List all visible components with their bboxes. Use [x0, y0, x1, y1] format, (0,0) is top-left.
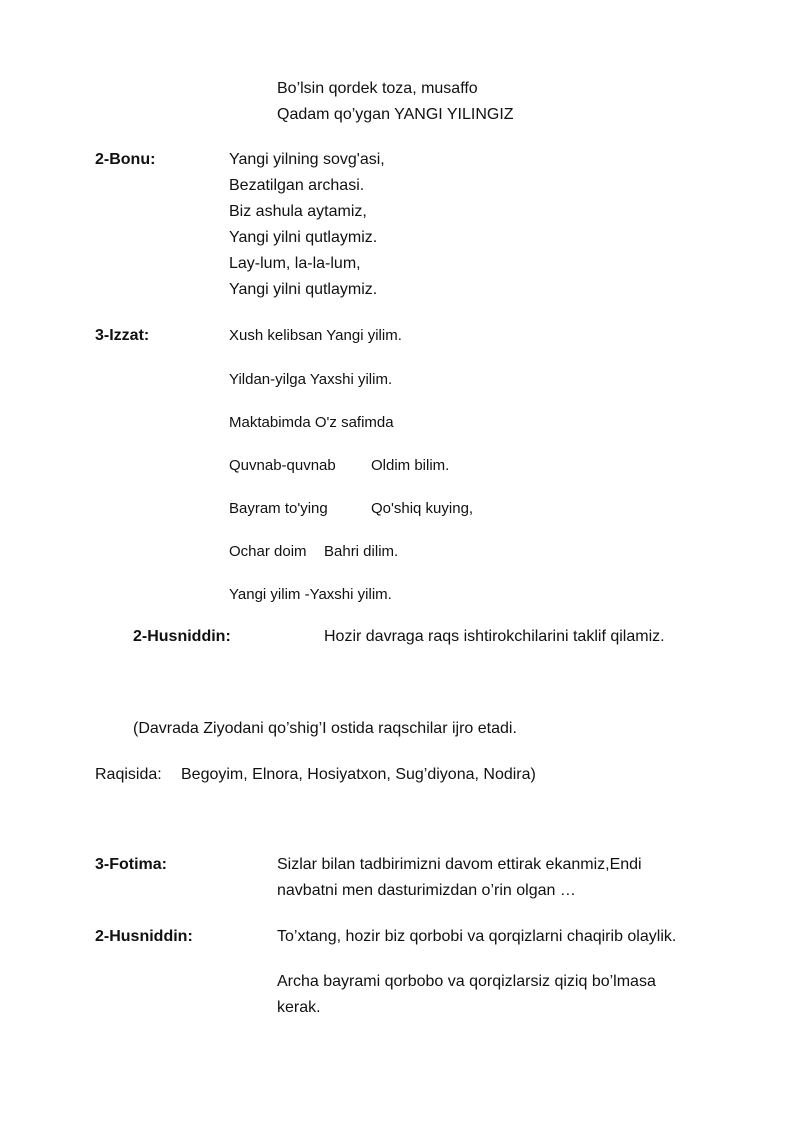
stage-direction: (Davrada Ziyodani qo’shig’I ostida raqschilar ijro etadi. [133, 720, 517, 737]
husniddin-line: Hozir davraga raqs ishtirokchilarini taklif qilamiz. [324, 628, 665, 645]
izzat-line: Bayram to'ying [229, 500, 328, 517]
bonu-line: Yangi yilni qutlaymiz. [229, 229, 378, 246]
izzat-line: Yangi yilim -Yaxshi yilim. [229, 586, 392, 603]
bonu-line: Biz ashula aytamiz, [229, 203, 367, 220]
izzat-line: Quvnab-quvnab [229, 457, 336, 474]
husniddin-line: kerak. [277, 999, 321, 1016]
izzat-line: Maktabimda O'z safimda [229, 414, 394, 431]
speaker-fotima: 3-Fotima: [95, 856, 167, 873]
izzat-line: Yildan-yilga Yaxshi yilim. [229, 371, 393, 388]
husniddin-line: Archa bayrami qorbobo va qorqizlarsiz qiziq bo’lmasa [277, 973, 656, 990]
izzat-line: Xush kelibsan Yangi yilim. [229, 327, 402, 344]
izzat-line-right: Bahri dilim. [324, 543, 399, 560]
dancers-label: Raqisida: [95, 766, 162, 783]
bonu-line: Yangi yilni qutlaymiz. [229, 281, 378, 298]
bonu-line: Bezatilgan archasi. [229, 177, 365, 194]
speaker-izzat: 3-Izzat: [95, 327, 150, 344]
bonu-line: Lay-lum, la-la-lum, [229, 255, 361, 272]
intro-line-1: Bo’lsin qordek toza, musaffo [277, 80, 478, 97]
speaker-husniddin: 2-Husniddin: [133, 628, 231, 645]
bonu-line: Yangi yilning sovg'asi, [229, 151, 385, 168]
speaker-bonu: 2-Bonu: [95, 151, 156, 168]
husniddin-line: To’xtang, hozir biz qorbobi va qorqizlarni chaqirib olaylik. [277, 928, 677, 945]
izzat-line-right: Qo'shiq kuying, [371, 500, 474, 517]
intro-line-2: Qadam qo’ygan YANGI YILINGIZ [277, 106, 514, 123]
dancers-names: Begoyim, Elnora, Hosiyatxon, Sug’diyona, Nodira) [181, 766, 536, 783]
speaker-husniddin: 2-Husniddin: [95, 928, 193, 945]
izzat-line: Ochar doim [229, 543, 307, 560]
fotima-line: Sizlar bilan tadbirimizni davom ettirak ekanmiz,Endi [277, 856, 642, 873]
izzat-line-right: Oldim bilim. [371, 457, 450, 474]
fotima-line: navbatni men dasturimizdan o’rin olgan … [277, 882, 576, 899]
